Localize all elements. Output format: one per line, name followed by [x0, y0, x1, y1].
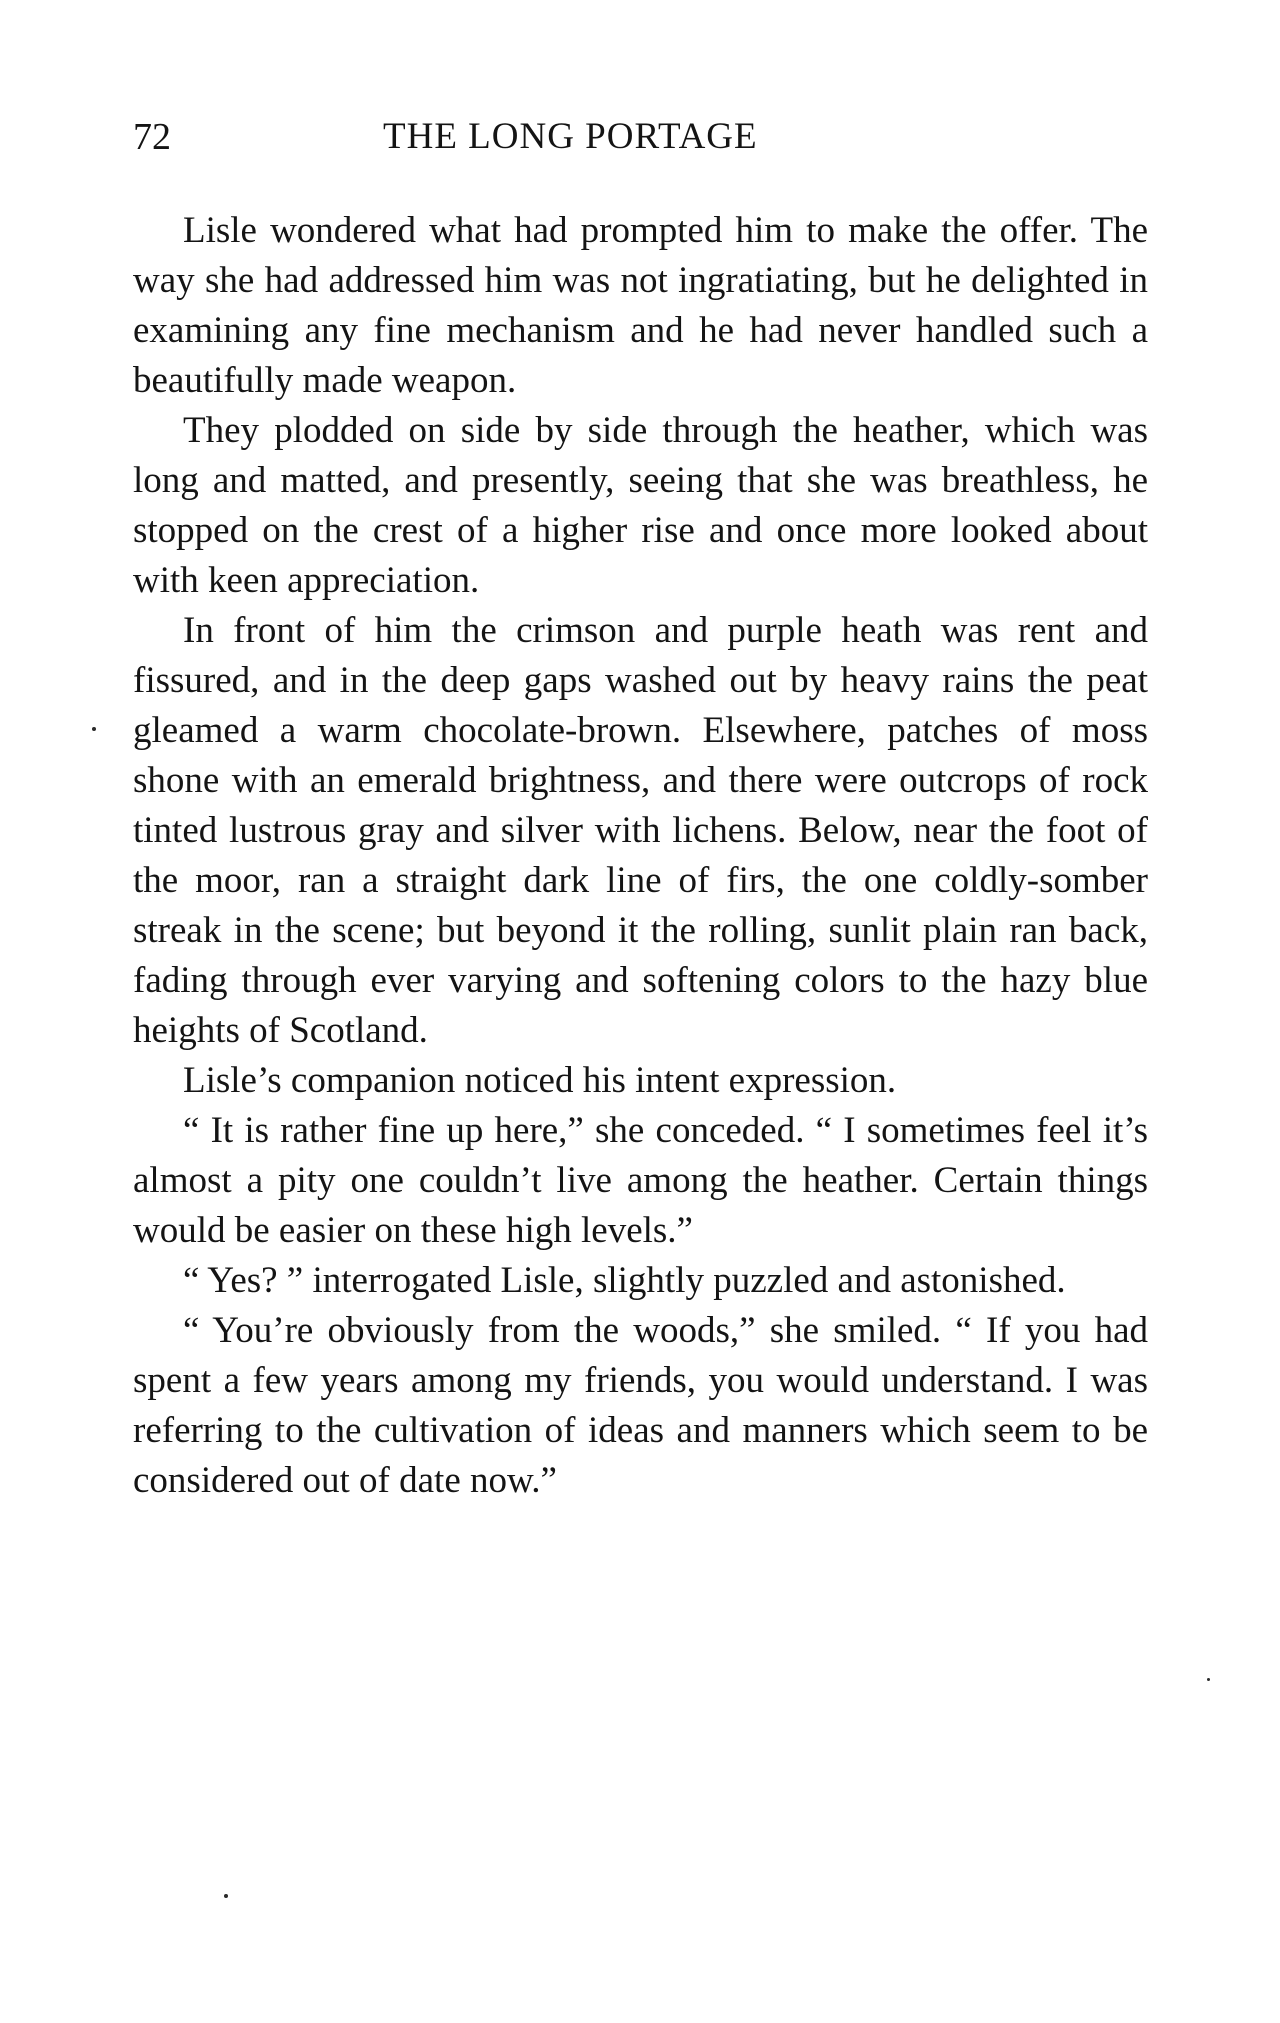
scan-speck [224, 1894, 228, 1898]
page-number: 72 [133, 116, 171, 158]
paragraph: Lisle wondered what had prompted him to make the offer. The way she had addressed him was not ingratiating, but he delighted in examining any fine mechanism and he had never handled such a beautifully made weapon. [133, 210, 1148, 401]
paragraph: “ You’re obviously from the woods,” she smiled. “ If you had spent a few years among my friends, you would understand. I was referring to the cultivation of ideas and manners which seem to be considered out of date now.” [133, 1310, 1148, 1501]
paragraph: “ Yes? ” interrogated Lisle, slightly puzzled and astonished. [183, 1260, 1066, 1301]
page-header [133, 110, 1148, 164]
paragraph: “ It is rather fine up here,” she conceded. “ I sometimes feel it’s almost a pity one couldn’t live among the heather. Certain things would be easier on these high levels.” [133, 1110, 1148, 1251]
paragraph: In front of him the crimson and purple heath was rent and fissured, and in the deep gaps washed out by heavy rains the peat gleamed a warm chocolate-brown. Elsewhere, patches of moss shone with an emerald brightness, and there were outcrops of rock tinted lustrous gray and silver with lichens. Below, near the foot of the moor, ran a straight dark line of firs, the one coldly-somber streak in the scene; but beyond it the rolling, sunlit plain ran back, fading through ever varying and softening colors to the hazy blue heights of Scotland. [133, 610, 1148, 1051]
paragraph: They plodded on side by side through the heather, which was long and matted, and presently, seeing that she was breathless, he stopped on the crest of a higher rise and once more looked about with keen appreciation. [133, 410, 1148, 601]
body-text [133, 206, 1148, 1506]
paragraph: Lisle’s companion noticed his intent expression. [183, 1060, 897, 1101]
running-title: THE LONG PORTAGE [383, 116, 758, 157]
scan-speck [92, 727, 96, 731]
scan-speck [1207, 1678, 1210, 1681]
